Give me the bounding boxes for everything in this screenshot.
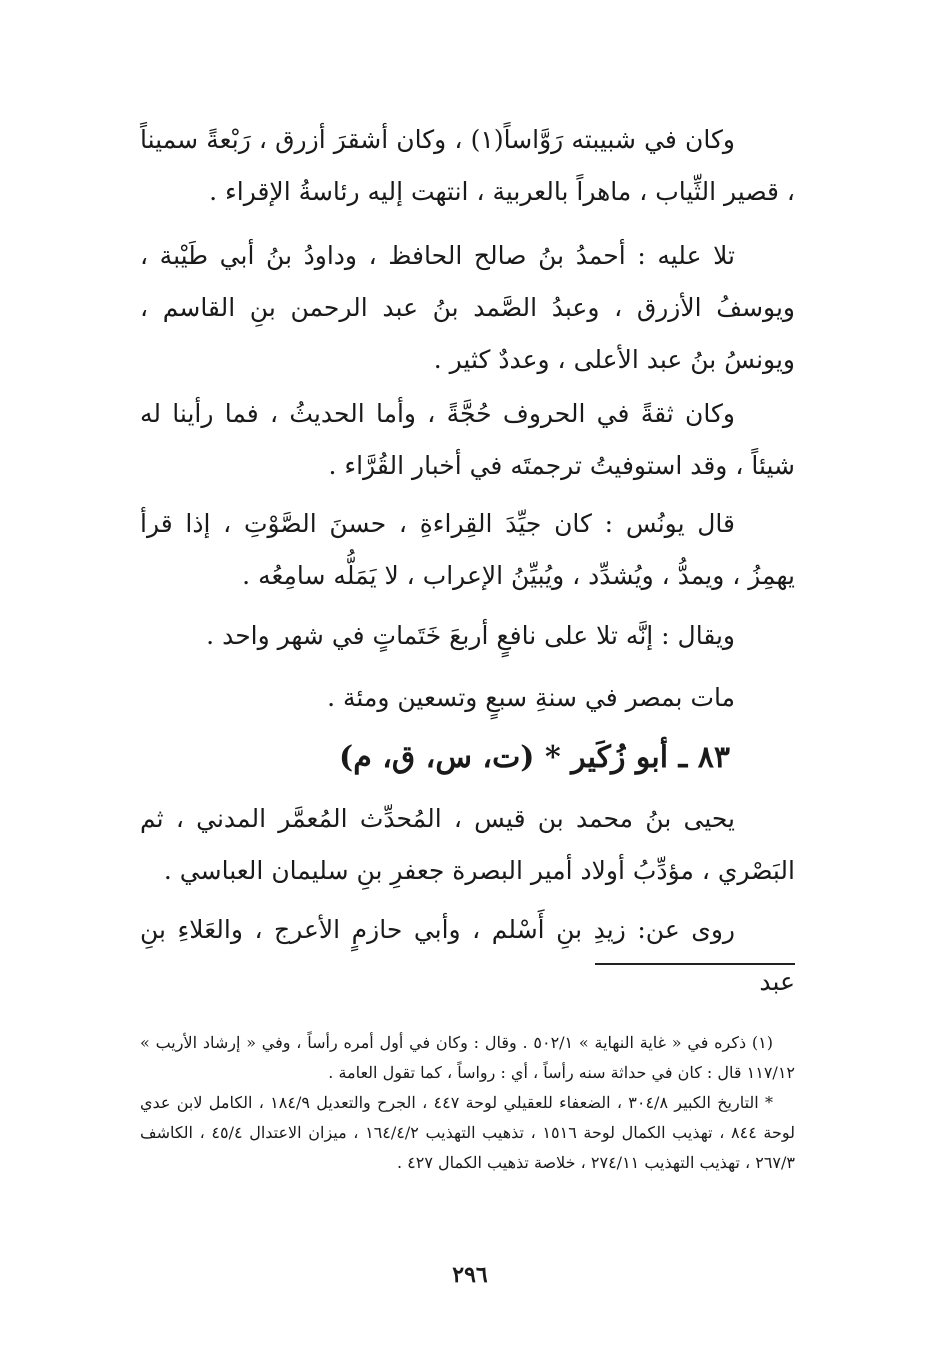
paragraph-text: ويقال : إنَّه تلا على نافعٍ أربعَ خَتَماتٍ في شهر واحد .: [206, 621, 735, 650]
footnote-1: [140, 1028, 795, 1088]
paragraph-text: مات بمصر في سنةِ سبعٍ وتسعين ومئة .: [327, 683, 735, 712]
footnote-text: * التاريخ الكبير ٣٠٤/٨ ، الضعفاء للعقيلي لوحة ٤٤٧ ، الجرح والتعديل ١٨٤/٩ ، الكامل لابن عدي لوحة ٨٤٤ ، تهذيب الكمال لوحة ١٥١٦ ، تذهيب التهذيب ١٦٤/٤/٢ ، ميزان الاعتدال ٤٥/٤ ، الكاشف ٢٦٧/٣ ، تهذيب التهذيب ٢٧٤/١١ ، خلاصة تذهيب الكمال ٤٢٧ .: [140, 1093, 796, 1172]
footnotes: [140, 1028, 795, 1178]
paragraph-entry-name: [140, 793, 795, 897]
footnote-text: (١) ذكره في « غاية النهاية » ٥٠٢/١ . وقال : وكان في أول أمره رأساً ، وفي « إرشاد الأريب » ١١٧/١٢ قال : كان في حداثة سنه رأساً ، أي : رواساً ، كما تقول العامة .: [140, 1033, 795, 1082]
footnote-separator: [595, 963, 795, 965]
paragraph-nafi-recitation: [140, 610, 795, 662]
paragraph-text: تلا عليه : أحمدُ بنُ صالح الحافظ ، وداودُ بنُ أبي طَيْبة ، ويوسفُ الأزرق ، وعبدُ الصَّمد بنُ عبد الرحمن بنِ القاسم ، ويونسُ بنُ عبد الأعلى ، وعددٌ كثير .: [140, 241, 795, 374]
page-number: ٢٩٦: [452, 1262, 488, 1288]
paragraph-text: يحيى بنُ محمد بن قيس ، المُحدِّث المُعمَّر المدني ، ثم البَصْري ، مؤدِّبُ أولاد أمير البصرة جعفرِ بنِ سليمان العباسي .: [140, 804, 795, 885]
paragraph-students: [140, 230, 795, 386]
paragraph-text: روى عن: زيدِ بنِ أَسْلم ، وأبي حازمٍ الأعرج ، والعَلاءِ بنِ عبد: [140, 915, 795, 996]
entry-heading: ٨٣ ـ أبو زُكَير * (ت، س، ق، م): [339, 740, 730, 775]
paragraph-reliability: [140, 388, 795, 492]
paragraph-text: قال يونُس : كان جيِّدَ القِراءةِ ، حسنَ الصَّوْتِ ، إذا قرأ يهمِزُ ، ويمدُّ ، ويُشدِّد ، ويُبيِّنُ الإعراب ، لا يَمَلُّه سامِعُه .: [140, 509, 795, 590]
paragraph-narrated-from: [140, 904, 795, 1008]
paragraph-text: وكان في شبيبته رَوَّاساً(١) ، وكان أشقرَ أزرق ، رَبْعةً سميناً ، قصير الثِّياب ، ماهراً بالعربية ، انتهت إليه رئاسةُ الإقراء .: [140, 125, 795, 206]
paragraph-yunus-quote: [140, 498, 795, 602]
footnote-sources: [140, 1088, 795, 1178]
paragraph-death: [140, 672, 795, 724]
paragraph-text: وكان ثقةً في الحروف حُجَّةً ، وأما الحديثُ ، فما رأينا له شيئاً ، وقد استوفيتُ ترجمتَه في أخبار القُرَّاء .: [140, 399, 795, 480]
paragraph-biography-description: [140, 114, 795, 218]
